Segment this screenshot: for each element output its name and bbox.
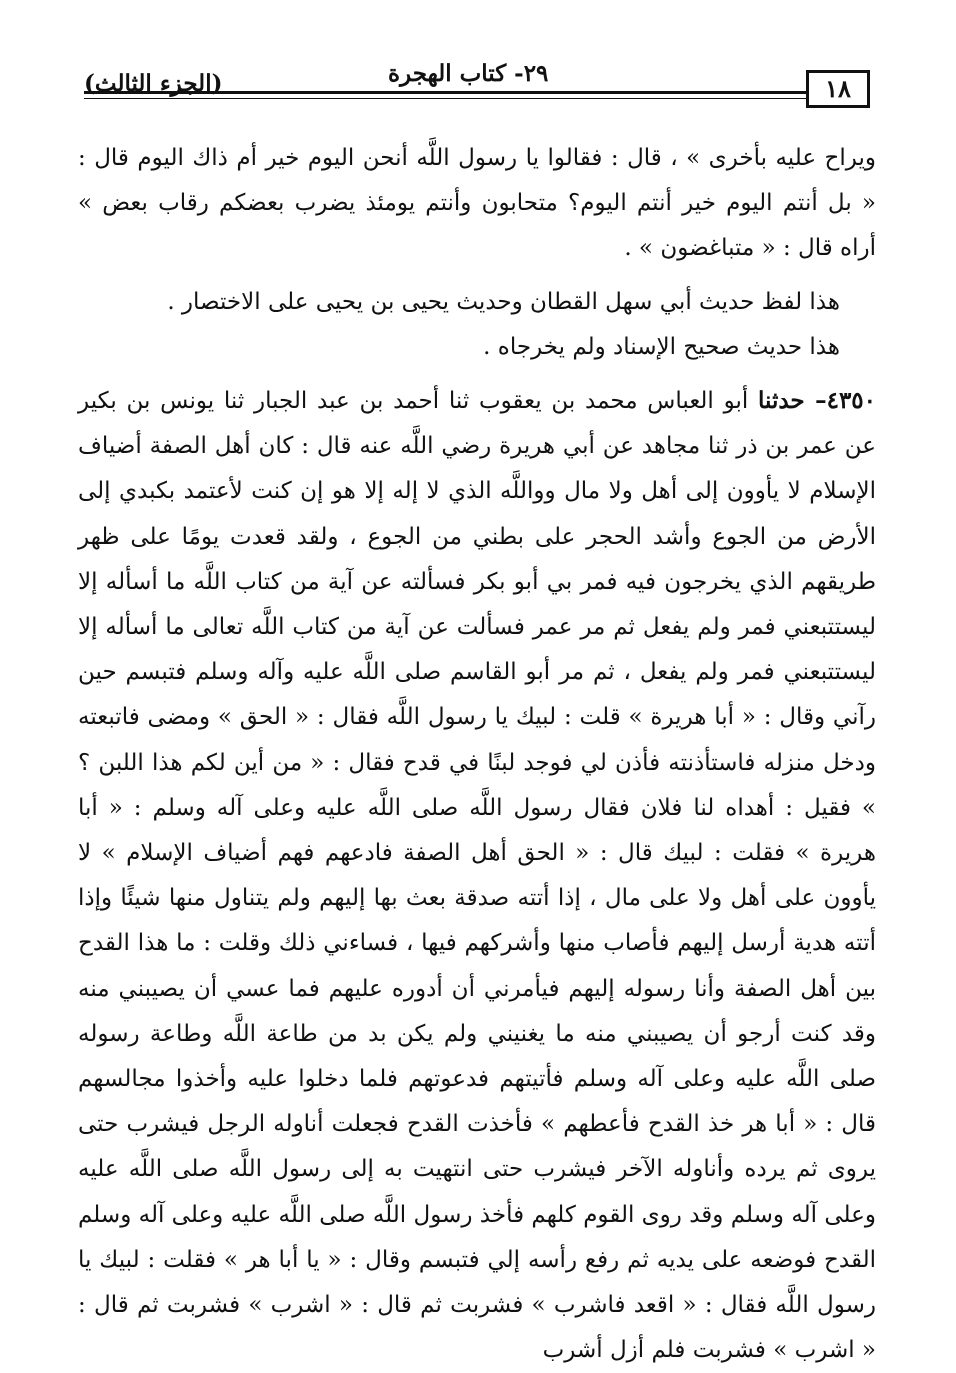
page-header — [0, 0, 956, 112]
note-wording: هذا لفظ حديث أبي سهل القطان وحديث يحيى بن يحيى على الاختصار . — [167, 288, 840, 315]
page-body — [78, 136, 877, 1364]
spacer — [78, 272, 876, 280]
hadith-lead: – حدثنا — [758, 387, 827, 415]
note-authenticity: هذا حديث صحيح الإسناد ولم يخرجاه . — [483, 333, 840, 360]
hadith-paragraph — [78, 378, 876, 1373]
book-title: ٢٩- كتاب الهجرة — [388, 60, 549, 87]
hadith-number: ٤٣٥٠ — [826, 387, 877, 415]
header-rule — [84, 91, 806, 99]
volume-label: (الجزء الثالث) — [84, 70, 223, 97]
page-number: ١٨ — [806, 70, 870, 108]
paragraph-opening: ويراح عليه بأخرى » ، قال : فقالوا يا رسول اللَّه أنحن اليوم خير أم ذاك اليوم قال : « بل أنتم اليوم خير أنتم اليوم؟ متحابون وأنتم يومئذ يضرب بعضكم رقاب بعض » أراه قال : « متباغضون » . — [78, 145, 876, 262]
spacer — [78, 370, 876, 378]
hadith-text: أبو العباس محمد بن يعقوب ثنا أحمد بن عبد الجبار ثنا يونس بن بكير عن عمر بن ذر ثنا مجاهد عن أبي هريرة رضي اللَّه عنه قال : كان أهل الصفة أضياف الإسلام لا يأوون إلى أهل ولا مال وواللَّه الذي لا إله إلا هو إن كنت لأعتمد بكبدي إلى الأرض من الجوع وأشد الحجر على بطني من الجوع ، ولقد قعدت يومًا على ظهر طريقهم الذي يخرجون فيه فمر بي أبو بكر فسألته عن آية من كتاب اللَّه ما أسأله إلا ليستتبعني فمر ولم يفعل ثم مر عمر فسألت عن آية من كتاب اللَّه تعالى ما أسأله إلا ليستتبعني فمر ولم يفعل ، ثم مر أبو القاسم صلى اللَّه عليه وآله وسلم فتبسم حين رآني وقال : « أبا هريرة » قلت : لبيك يا رسول اللَّه فقال : « الحق » ومضى فاتبعته ودخل منزله فاستأذنته فأذن لي فوجد لبنًا في قدح فقال : « من أين لكم هذا اللبن ؟ » فقيل : أهداه لنا فلان فقال رسول اللَّه صلى اللَّه عليه وعلى آله وسلم : « أبا هريرة » فقلت : لبيك قال : « الحق أهل الصفة فادعهم فهم أضياف الإسلام » لا يأوون على أهل ولا على مال ، إذا أتته صدقة بعث بها إليهم ولم يتناول منها شيئًا وإذا أتته هدية أرسل إليهم فأصاب منها وأشركهم فيها ، فساءني ذلك وقلت : ما هذا القدح بين أهل الصفة وأنا رسوله إليهم فيأمرني أن أدوره عليهم فما عسي أن يصيبني منه وقد كنت أرجو أن يصيبني منه ما يغنيني ولم يكن بد من طاعة اللَّه وطاعة رسوله صلى اللَّه عليه وعلى آله وسلم فأتيتهم فدعوتهم فلما دخلوا عليه وأخذوا مجالسهم قال : « أبا هر خذ القدح فأعطهم » فأخذت القدح فجعلت أناوله الرجل فيشرب حتى يروى ثم يرده وأناوله الآخر فيشرب حتى انتهيت به إلى رسول اللَّه صلى اللَّه عليه وعلى آله وسلم وقد روى القوم كلهم فأخذ رسول اللَّه صلى اللَّه عليه وعلى آله وسلم القدح فوضعه على يديه ثم رفع رأسه إلي فتبسم وقال : « يا أبا هر » فقلت : لبيك يا رسول اللَّه فقال : « اقعد فاشرب » فشربت ثم قال : « اشرب » فشربت ثم قال : « اشرب » فشربت فلم أزل أشرب — [78, 388, 876, 1364]
